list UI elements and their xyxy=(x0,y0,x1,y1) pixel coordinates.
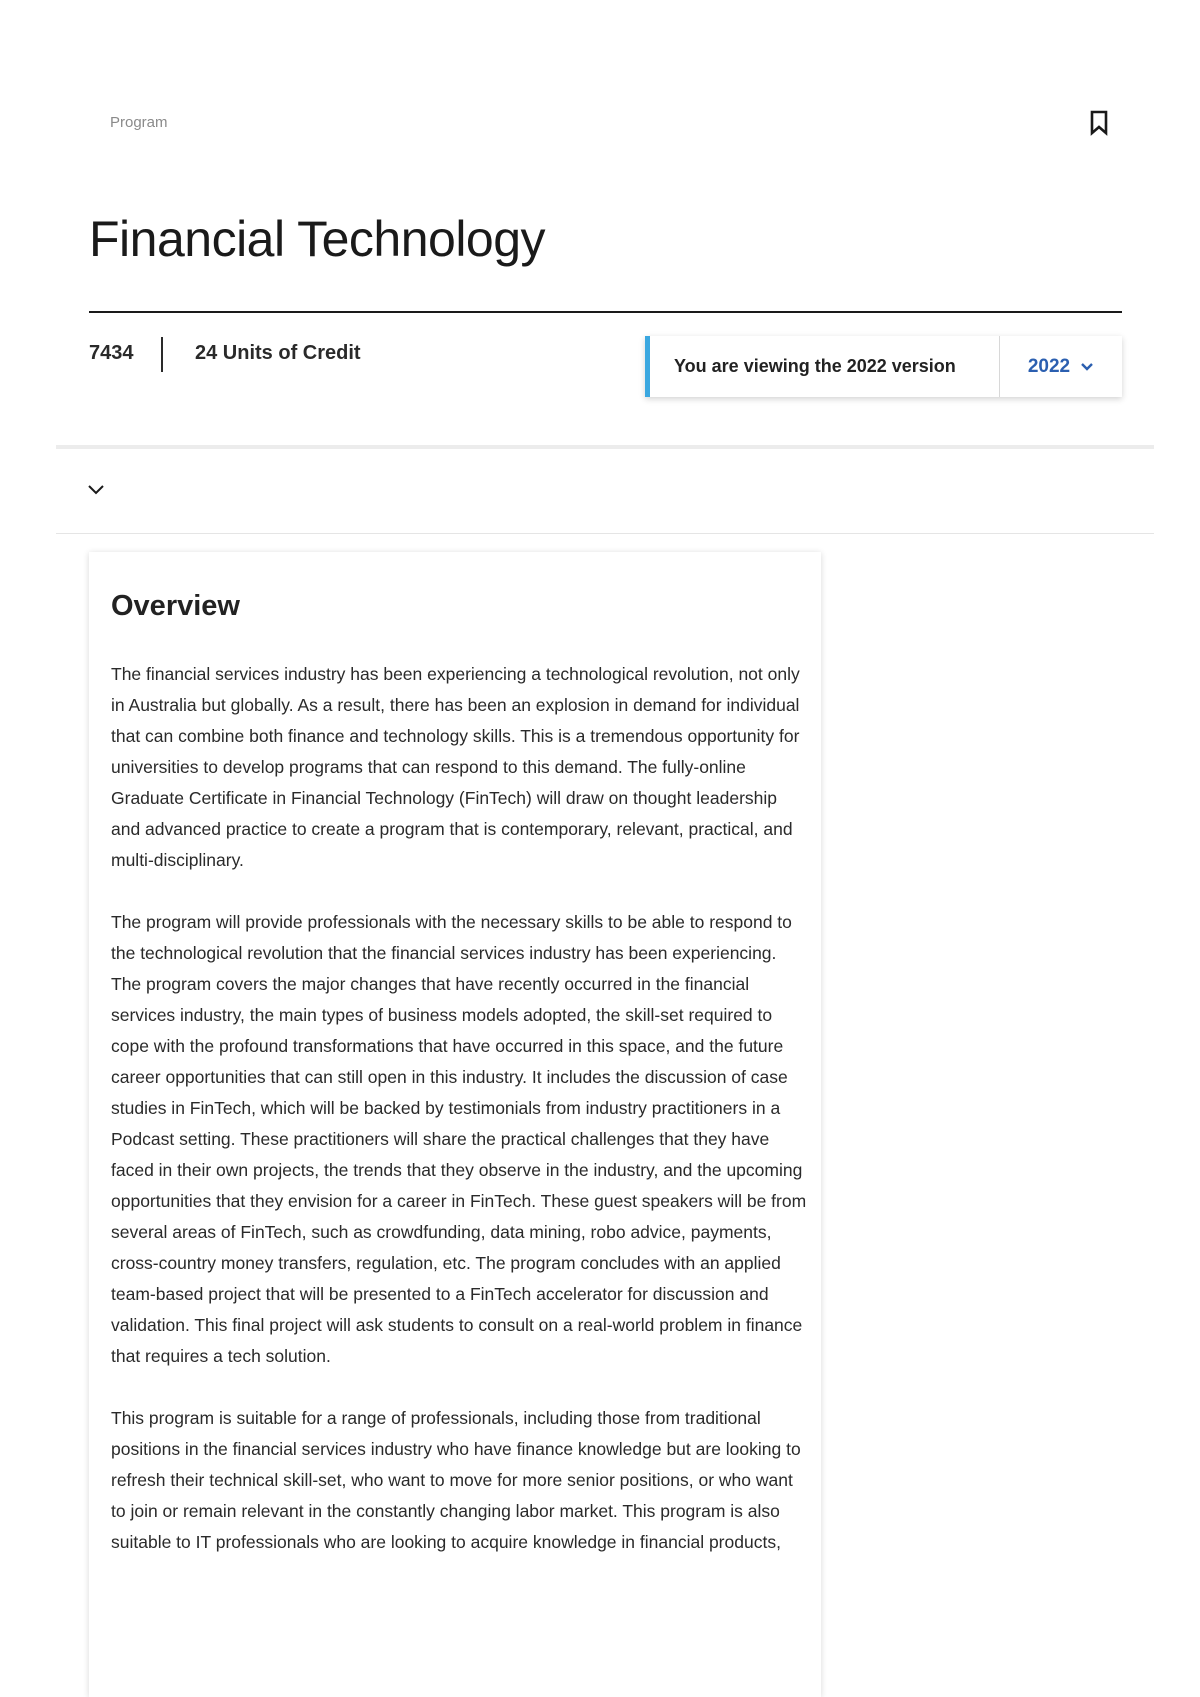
year-select-value: 2022 xyxy=(1027,355,1071,377)
overview-paragraph: The financial services industry has been experiencing a technological revolution, not only in Australia but globally. As a result, there has been an explosion in demand for individual that can combine both finance and technology skills. This is a tremendous opportunity for universities to develop programs that can respond to this demand. The fully-online Graduate Certificate in Financial Technology (FinTech) will draw on thought leadership and advanced practice to create a program that is contemporary, relevant, practical, and multi-disciplinary. xyxy=(111,664,800,870)
overview-paragraph: The program will provide professionals with the necessary skills to be able to respond to the technological revolution that the financial services industry has been experiencing. The program covers the major changes that have recently occurred in the financial services industry, the main types of business models adopted, the skill-set required to cope with the profound transformations that have occurred in this space, and the future career opportunities that can still open in this industry. It includes the discussion of case studies in FinTech, which will be backed by testimonials from industry practitioners in a Podcast setting. These practitioners will share the practical challenges that they have faced in their own projects, the trends that they observe in the industry, and the upcoming opportunities that they envision for a career in FinTech. These guest speakers will be from several areas of FinTech, such as crowdfunding, data mining, robo advice, payments, cross-country money transfers, regulation, etc. The program concludes with an applied team-based project that will be presented to a FinTech accelerator for discussion and validation. This final project will ask students to consult on a real-world problem in finance that requires a tech solution. xyxy=(111,912,807,1366)
page-title: Financial Technology xyxy=(89,211,546,267)
collapsible-band xyxy=(56,445,1154,534)
overview-card xyxy=(89,552,821,1697)
overview-paragraph: This program is suitable for a range of professionals, including those from traditional positions in the financial services industry who have finance knowledge but are looking to refresh their technical skill-set, who want to move for more senior positions, or who want to join or remain relevant in the constantly changing labor market. This program is also suitable to IT professionals who are looking to acquire knowledge in financial products, xyxy=(111,1408,801,1552)
page-type-label: Program xyxy=(110,114,168,131)
program-code: 7434 xyxy=(89,342,134,364)
year-select[interactable] xyxy=(1000,336,1122,397)
overview-heading: Overview xyxy=(111,590,240,622)
title-divider xyxy=(89,311,1122,313)
version-notice-text: You are viewing the 2022 version xyxy=(650,336,1000,397)
meta-divider xyxy=(161,337,163,372)
bookmark-icon[interactable] xyxy=(1088,110,1110,136)
overview-body xyxy=(111,659,811,1589)
chevron-down-icon[interactable] xyxy=(86,483,106,497)
version-notice-box xyxy=(645,336,1122,397)
chevron-down-icon xyxy=(1080,362,1094,372)
units-of-credit: 24 Units of Credit xyxy=(195,342,361,364)
